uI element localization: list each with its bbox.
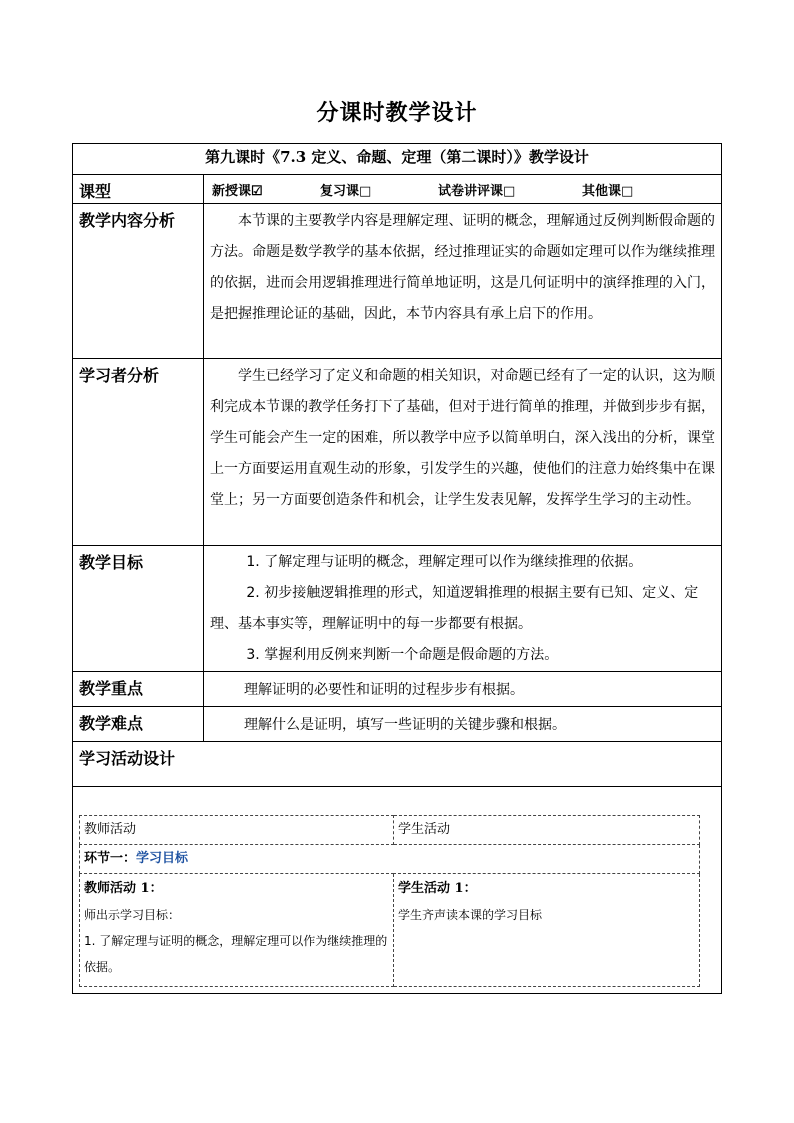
content-analysis-label: 教学内容分析 bbox=[73, 204, 204, 359]
lesson-type-label: 课型 bbox=[73, 175, 204, 204]
page-title: 分课时教学设计 bbox=[316, 100, 478, 126]
learner-analysis-label: 学习者分析 bbox=[73, 359, 204, 546]
difficult-point-label: 教学难点 bbox=[73, 707, 204, 742]
goals-list bbox=[204, 546, 721, 671]
lesson-type-other: 其他课□ bbox=[582, 183, 634, 199]
activity-table bbox=[79, 815, 700, 987]
activity-design-area bbox=[73, 787, 721, 993]
teacher-activity-line: 1. 了解定理与证明的概念，理解定理可以作为继续推理的依据。 bbox=[84, 934, 388, 974]
activity-design-label: 学习活动设计 bbox=[73, 742, 722, 787]
teacher-activity-header: 教师活动 bbox=[80, 816, 394, 845]
key-point-label: 教学重点 bbox=[73, 672, 204, 707]
student-activity-text: 学生齐声读本课的学习目标 bbox=[398, 908, 543, 922]
lesson-type-new: 新授课☑ bbox=[212, 183, 263, 199]
goals-label: 教学目标 bbox=[73, 546, 204, 672]
teacher-activity-title: 教师活动 1： bbox=[84, 881, 163, 896]
difficult-point-text: 理解什么是证明，填写一些证明的关键步骤和根据。 bbox=[244, 717, 566, 733]
student-activity-cell bbox=[394, 874, 700, 987]
content-analysis-text: 本节课的主要教学内容是理解定理、证明的概念，理解通过反例判断假命题的方法。命题是数学教学的基本依据，经过推理证实的命题如定理可以作为继续推理的依据，进而会用逻辑推理进行简单地证明，这是几何证明中的演绎推理的入门，是把握推理论证的基础，因此，本节内容具有承上启下的作用。 bbox=[210, 213, 716, 322]
section-row bbox=[80, 845, 700, 874]
student-activity-header: 学生活动 bbox=[394, 816, 700, 845]
section-prefix: 环节一： bbox=[84, 851, 137, 866]
learner-analysis-text: 学生已经学习了定义和命题的相关知识，对命题已经有了一定的认识，这为顺利完成本节课的教学任务打下了基础，但对于进行简单的推理，并做到步步有据，学生可能会产生一定的困难，所以教学中应予以简单明白，深入浅出的分析，课堂上一方面要运用直观生动的形象，引发学生的兴趣，使他们的注意力始终集中在课堂上；另一方面要创造条件和机会，让学生发表见解，发挥学生学习的主动性。 bbox=[210, 368, 716, 508]
section-name: 学习目标 bbox=[136, 851, 189, 866]
key-point-text: 理解证明的必要性和证明的过程步步有根据。 bbox=[244, 682, 524, 698]
goal-item: 2. 初步接触逻辑推理的形式，知道逻辑推理的根据主要有已知、定义、定理、基本事实等，理解证明中的每一步都要有根据。 bbox=[210, 585, 699, 632]
lesson-design-table bbox=[72, 143, 722, 994]
goal-item: 3. 掌握利用反例来判断一个命题是假命题的方法。 bbox=[246, 647, 559, 663]
teacher-activity-cell bbox=[80, 874, 394, 987]
lesson-type-options bbox=[204, 175, 721, 203]
lesson-type-exam-review: 试卷讲评课□ bbox=[438, 183, 516, 199]
goal-item: 1. 了解定理与证明的概念，理解定理可以作为继续推理的依据。 bbox=[246, 554, 643, 570]
teacher-activity-line: 师出示学习目标： bbox=[84, 908, 181, 922]
lesson-subtitle: 第九课时《7.3 定义、命题、定理（第二课时）》教学设计 bbox=[73, 144, 722, 175]
lesson-type-review: 复习课□ bbox=[320, 183, 372, 199]
student-activity-title: 学生活动 1： bbox=[398, 881, 477, 896]
